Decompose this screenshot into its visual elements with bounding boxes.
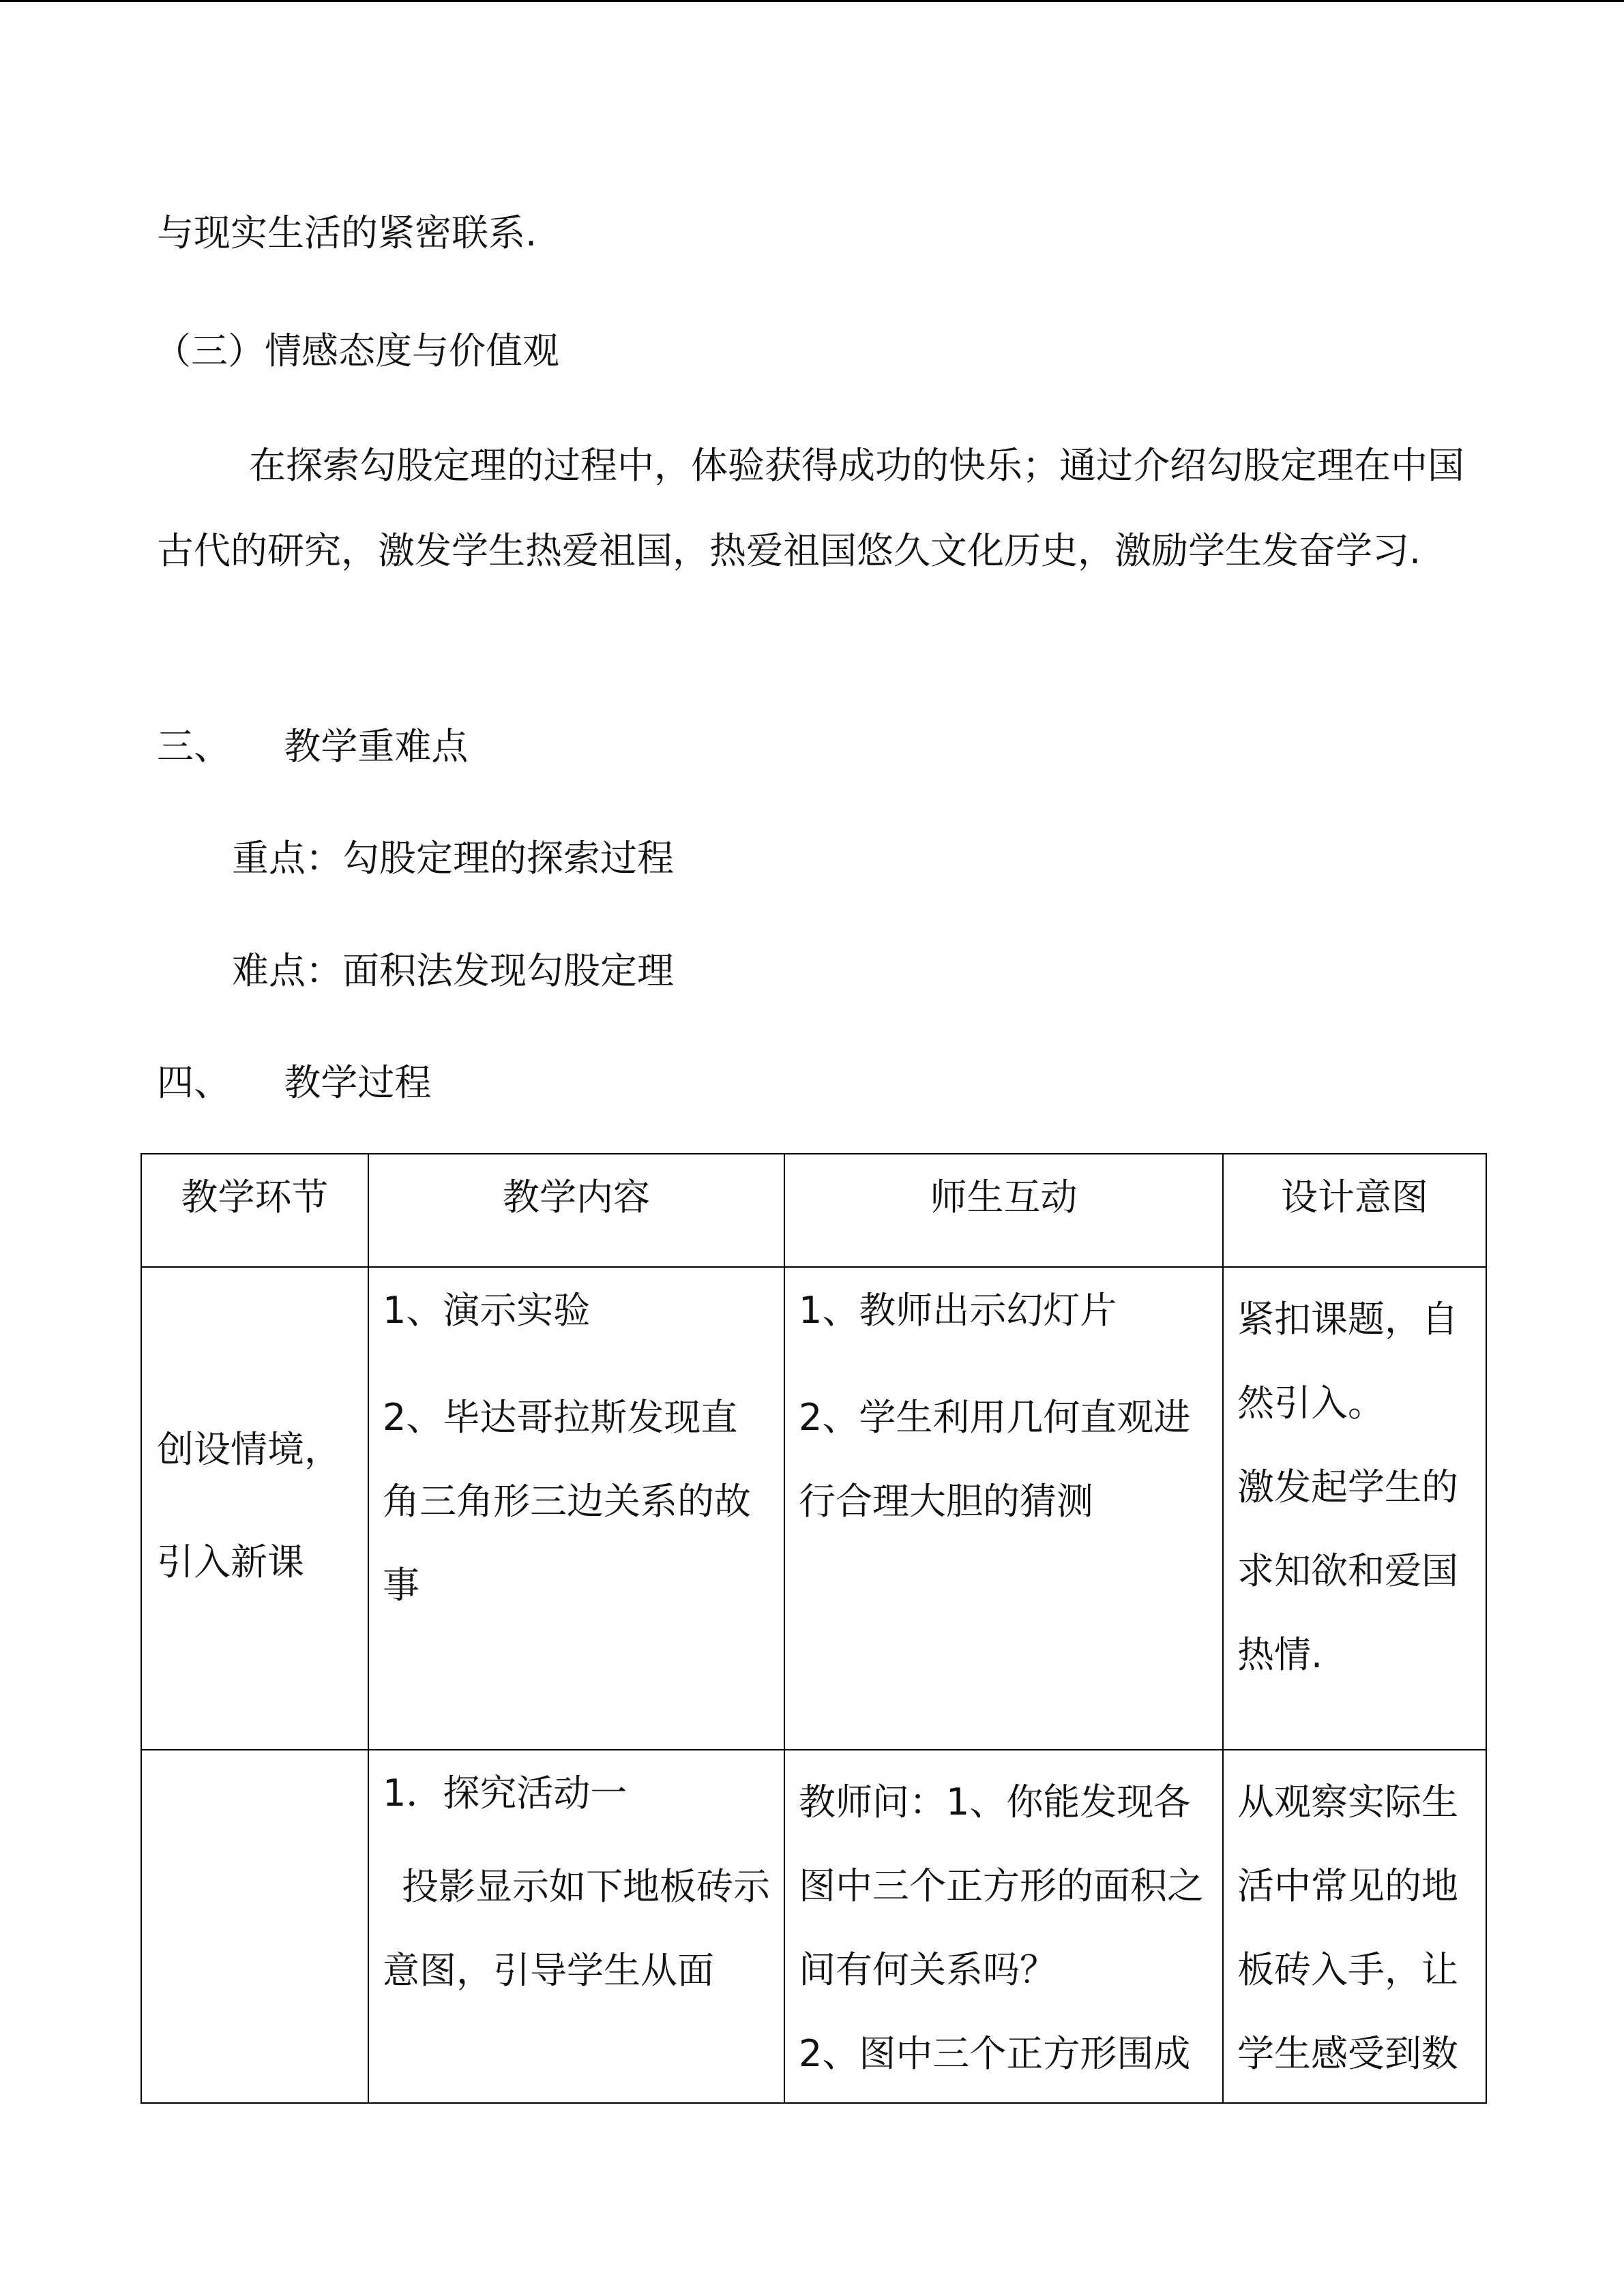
intent-item: 激发起学生的求知欲和爱国热情.	[1237, 1465, 1458, 1676]
section-four-title: 教学过程	[284, 1061, 432, 1104]
interaction-cell	[784, 1267, 1223, 1750]
interaction-item: 2、学生利用几何直观进行合理大胆的猜测	[799, 1396, 1191, 1523]
table-row	[141, 1750, 1486, 2103]
section-three-heading	[157, 723, 468, 771]
content-item: 投影显示如下地板砖示意图，引导学生从面	[383, 1865, 770, 1992]
section-four-number: 四、	[157, 1061, 231, 1104]
stage-cell	[141, 1750, 368, 2103]
stage-cell	[141, 1267, 368, 1750]
header-content: 教学内容	[368, 1154, 784, 1267]
content-item: 1．探究活动一	[383, 1772, 628, 1815]
header-interaction: 师生互动	[784, 1154, 1223, 1267]
key-point: 重点：勾股定理的探索过程	[232, 837, 674, 880]
intent-item: 紧扣课题，自然引入。	[1237, 1298, 1458, 1425]
content-cell	[368, 1750, 784, 2103]
page-top-border	[0, 0, 1624, 2]
header-stage: 教学环节	[141, 1154, 368, 1267]
stage-text: 创设情境，引入新课	[157, 1428, 341, 1583]
section-three-number: 三、	[157, 725, 231, 768]
interaction-item: 1、教师出示幻灯片	[799, 1289, 1117, 1332]
table-header-row	[141, 1154, 1486, 1267]
section-four-heading	[157, 1059, 431, 1107]
interaction-cell	[784, 1750, 1223, 2103]
teaching-process-table	[141, 1153, 1487, 2104]
intent-cell	[1223, 1750, 1486, 2103]
interaction-item: 教师问：1、你能发现各图中三个正方形的面积之间有何关系吗？	[799, 1780, 1204, 1991]
section-affect-paragraph: 在探索勾股定理的过程中，体验获得成功的快乐；通过介绍勾股定理在中国古代的研究，激发学生热爱祖国，热爱祖国悠久文化历史，激励学生发奋学习.	[157, 444, 1464, 572]
intent-item: 从观察实际生活中常见的地板砖入手，让学生感受到数	[1237, 1780, 1458, 2075]
content-item: 1、演示实验	[383, 1289, 591, 1332]
section-affect-heading: （三）情感态度与价值观	[154, 329, 559, 372]
difficult-point: 难点：面积法发现勾股定理	[232, 949, 674, 992]
content-item: 2、毕达哥拉斯发现直角三角形三边关系的故事	[383, 1396, 751, 1607]
header-intent: 设计意图	[1223, 1154, 1486, 1267]
intro-line: 与现实生活的紧密联系.	[157, 211, 537, 254]
interaction-item: 2、图中三个正方形围成	[799, 2032, 1191, 2075]
content-cell	[368, 1267, 784, 1750]
intent-cell	[1223, 1267, 1486, 1750]
section-three-title: 教学重难点	[284, 725, 469, 768]
table-row	[141, 1267, 1486, 1750]
